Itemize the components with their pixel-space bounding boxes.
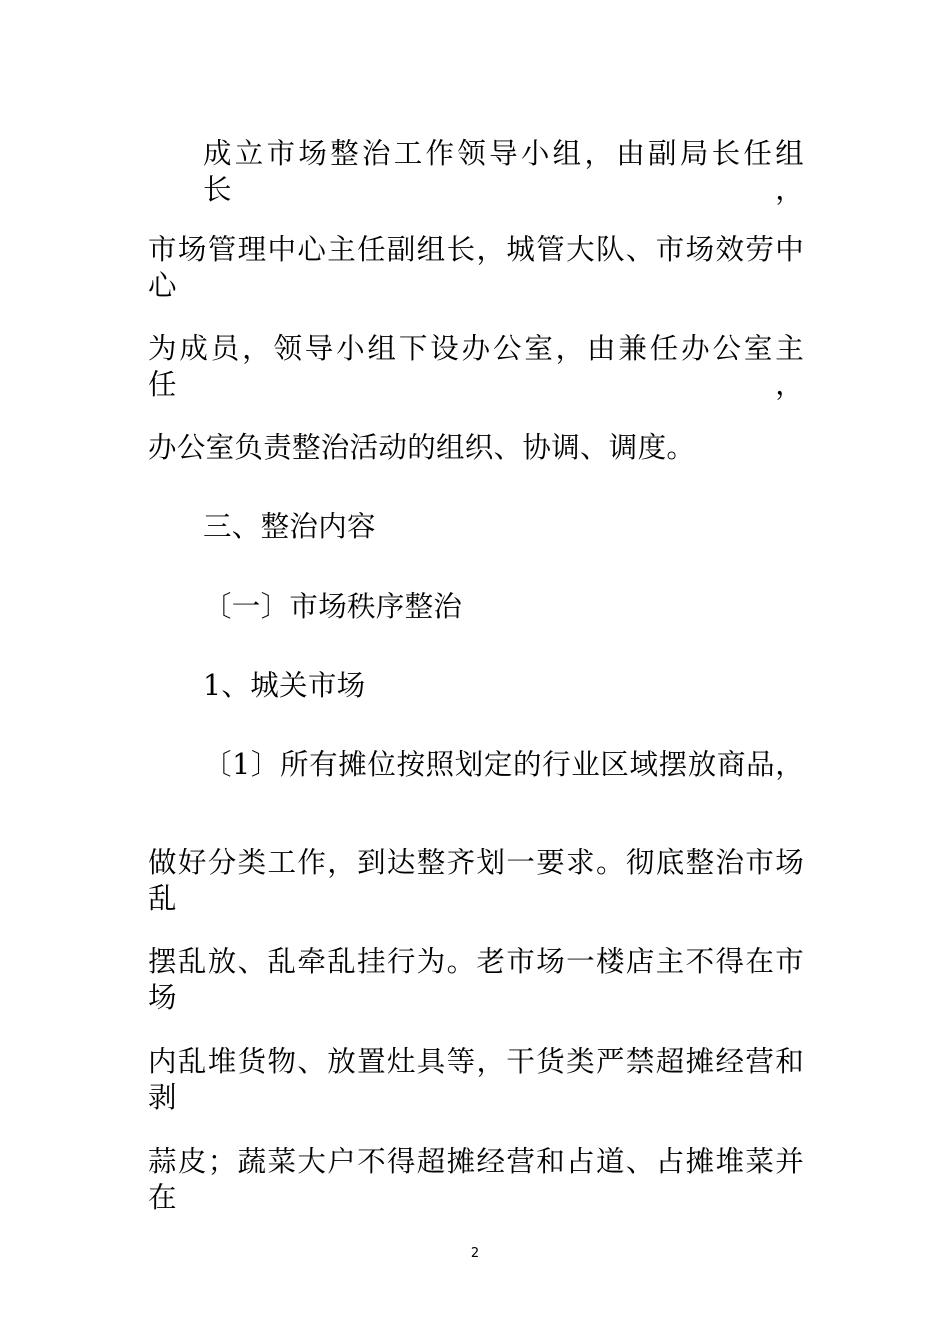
paragraph-line-6: 做好分类工作，到达整齐划一要求。彻底整治市场乱 — [148, 846, 804, 915]
paragraph-line-1: 成立市场整治工作领导小组，由副局长任组长， — [203, 137, 804, 206]
paragraph-line-2: 市场管理中心主任副组长，城管大队、市场效劳中心 — [148, 233, 804, 302]
page-number: 2 — [470, 1246, 480, 1261]
paragraph-line-8: 内乱堆货物、放置灶具等，干货类严禁超摊经营和剥 — [148, 1045, 804, 1114]
paragraph-line-4: 办公室负责整治活动的组织、协调、调度。 — [148, 431, 696, 464]
paragraph-line-9: 蒜皮；蔬菜大户不得超摊经营和占道、占摊堆菜并在 — [148, 1145, 804, 1214]
item-heading: 1、城关市场 — [203, 669, 366, 702]
section-heading: 三、整治内容 — [203, 510, 376, 543]
paragraph-line-5: 〔1〕所有摊位按照划定的行业区域摆放商品， — [203, 748, 804, 781]
paragraph-line-7: 摆乱放、乱牵乱挂行为。老市场一楼店主不得在市场 — [148, 945, 804, 1014]
paragraph-line-3: 为成员，领导小组下设办公室，由兼任办公室主任， — [148, 332, 804, 401]
subsection-heading: 〔一〕市场秩序整治 — [203, 590, 463, 623]
